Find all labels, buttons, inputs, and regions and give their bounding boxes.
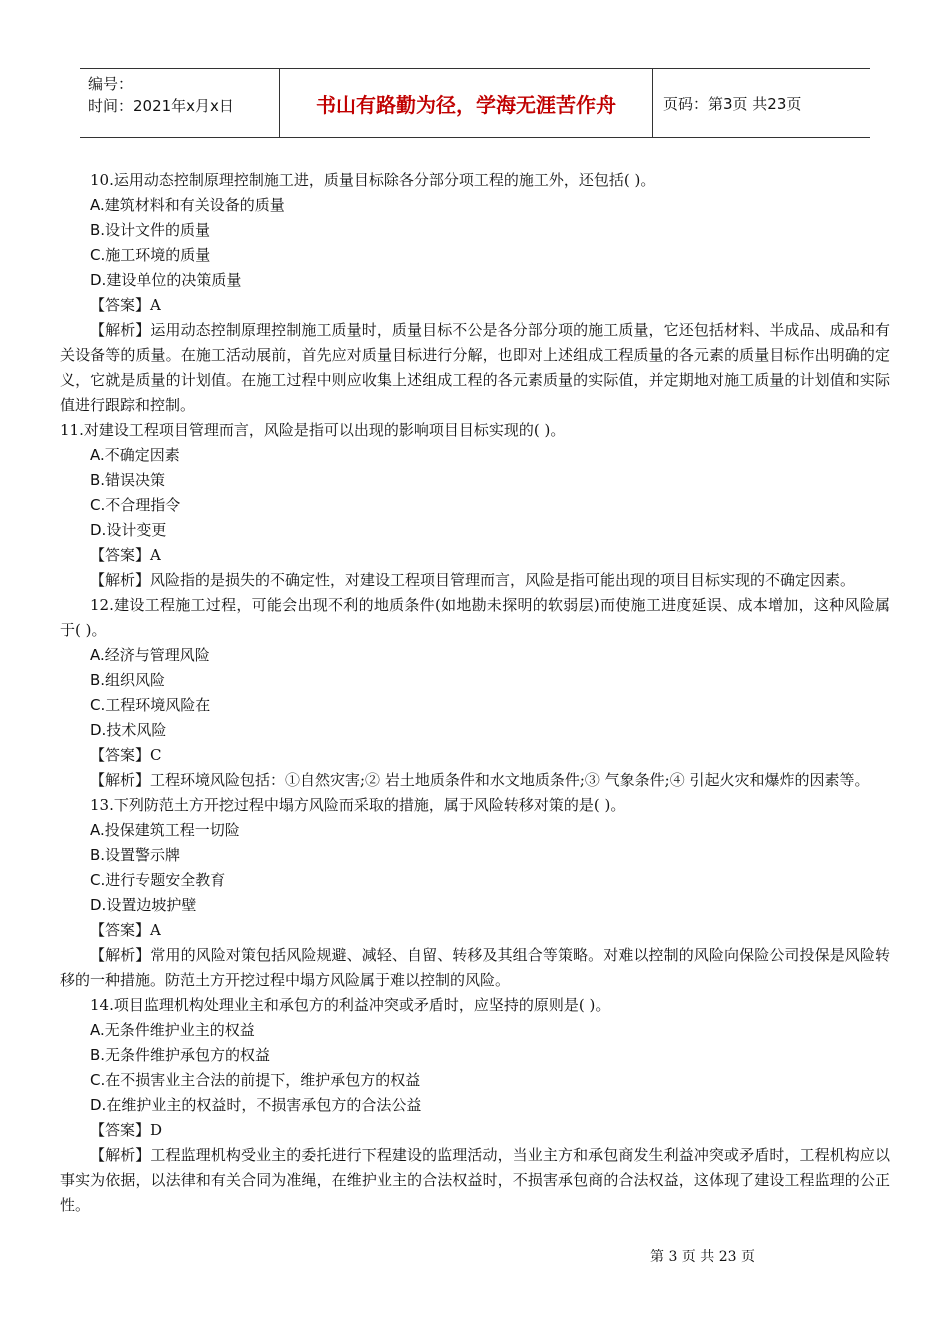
header-page-info: 页码：第3页 共23页	[663, 94, 802, 113]
number-label: 编号：	[88, 75, 134, 93]
option-d: D.设置边坡护壁	[90, 896, 197, 914]
document-body	[60, 168, 890, 1218]
analysis: 【解析】风险指的是损失的不确定性，对建设工程项目管理而言，风险是指可能出现的项目目标实现的不确定因素。	[90, 571, 856, 589]
question-stem: 14.项目监理机构处理业主和承包方的利益冲突或矛盾时，应坚持的原则是( )。	[90, 996, 611, 1014]
answer: 【答案】D	[90, 1121, 163, 1139]
option-d: D.技术风险	[90, 721, 167, 739]
option-d: D.在维护业主的权益时，不损害承包方的合法公益	[90, 1096, 422, 1114]
analysis: 【解析】工程环境风险包括：①自然灾害;② 岩土地质条件和水文地质条件;③ 气象条件;④ 引起火灾和爆炸的因素等。	[90, 771, 870, 789]
option-a: A.经济与管理风险	[90, 646, 210, 664]
answer: 【答案】C	[90, 746, 162, 764]
answer: 【答案】A	[90, 921, 161, 939]
question-stem: 12.建设工程施工过程，可能会出现不利的地质条件(如地勘未探明的软弱层)而使施工进度延误、成本增加，这种风险属于( )。	[60, 596, 890, 639]
option-c: C.进行专题安全教育	[90, 871, 226, 889]
option-a: A.投保建筑工程一切险	[90, 821, 240, 839]
option-b: B.错误决策	[90, 471, 166, 489]
question-block	[60, 418, 890, 593]
option-a: A.不确定因素	[90, 446, 180, 464]
option-b: B.设计文件的质量	[90, 221, 211, 239]
question-stem: 10.运用动态控制原理控制施工进，质量目标除各分部分项工程的施工外，还包括( )。	[90, 171, 656, 189]
option-b: B.无条件维护承包方的权益	[90, 1046, 271, 1064]
analysis: 【解析】运用动态控制原理控制施工质量时，质量目标不公是各分部分项的施工质量，它还包括材料、半成品、成品和有关设备等的质量。在施工活动展前，首先应对质量目标进行分解，也即对上述组成工程质量的各元素的质量目标作出明确的定义，它就是质量的计划值。在施工过程中则应收集上述组成工程的各元素质量的实际值，并定期地对施工质量的计划值和实际值进行跟踪和控制。	[60, 321, 890, 414]
option-d: D.建设单位的决策质量	[90, 271, 242, 289]
option-c: C.在不损害业主合法的前提下，维护承包方的权益	[90, 1071, 421, 1089]
page-footer: 第 3 页 共 23 页	[650, 1249, 755, 1265]
option-b: B.设置警示牌	[90, 846, 181, 864]
analysis: 【解析】常用的风险对策包括风险规避、减轻、自留、转移及其组合等策略。对难以控制的风险向保险公司投保是风险转移的一种措施。防范土方开挖过程中塌方风险属于难以控制的风险。	[60, 946, 890, 989]
page-header	[80, 68, 870, 138]
header-meta	[80, 69, 280, 137]
option-c: C.工程环境风险在	[90, 696, 211, 714]
option-a: A.无条件维护业主的权益	[90, 1021, 255, 1039]
question-block	[60, 168, 890, 418]
option-b: B.组织风险	[90, 671, 166, 689]
answer: 【答案】A	[90, 546, 161, 564]
question-stem: 11.对建设工程项目管理而言，风险是指可以出现的影响项目目标实现的( )。	[60, 421, 566, 439]
question-block	[60, 993, 890, 1218]
time-label: 时间：2021年x月x日	[88, 97, 234, 115]
analysis: 【解析】工程监理机构受业主的委托进行下程建设的监理活动，当业主方和承包商发生利益冲突或矛盾时，工程机构应以事实为依据，以法律和有关合同为准绳，在维护业主的合法权益时，不损害承包商的合法权益，这体现了建设工程监理的公正性。	[60, 1146, 890, 1214]
option-d: D.设计变更	[90, 521, 167, 539]
option-a: A.建筑材料和有关设备的质量	[90, 196, 285, 214]
question-block	[60, 593, 890, 793]
question-stem: 13.下列防范土方开挖过程中塌方风险而采取的措施，属于风险转移对策的是( )。	[90, 796, 626, 814]
option-c: C.不合理指令	[90, 496, 181, 514]
question-block	[60, 793, 890, 993]
answer: 【答案】A	[90, 296, 161, 314]
option-c: C.施工环境的质量	[90, 246, 211, 264]
header-motto: 书山有路勤为径，学海无涯苦作舟	[280, 69, 653, 137]
